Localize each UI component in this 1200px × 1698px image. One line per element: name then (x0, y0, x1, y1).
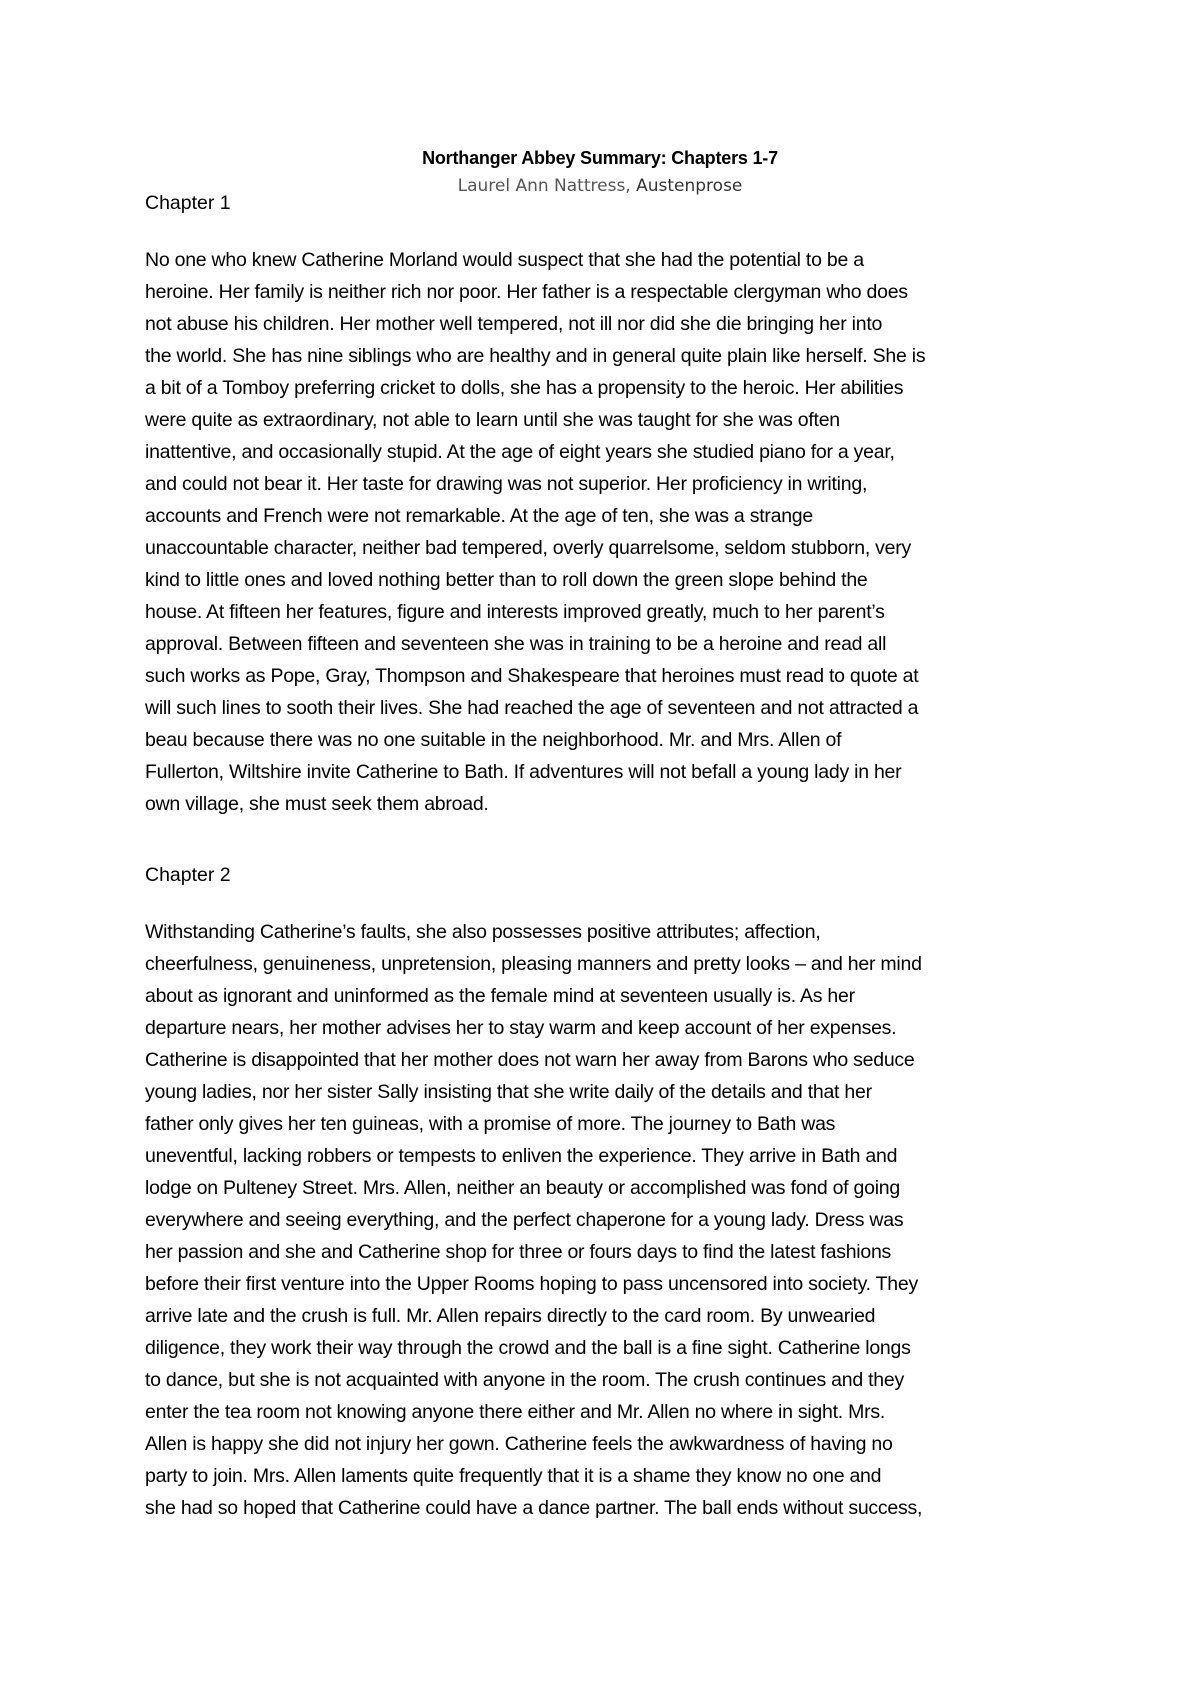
paragraph-line: her passion and she and Catherine shop for three or fours days to find the latest fashions (145, 1241, 892, 1263)
byline-source: Austenprose (636, 176, 743, 196)
paragraph-line: everywhere and seeing everything, and the perfect chaperone for a young lady. Dress was (145, 1209, 904, 1231)
paragraph-line: Fullerton, Wiltshire invite Catherine to Bath. If adventures will not befall a young lady in her (145, 761, 902, 783)
paragraph-line: about as ignorant and uninformed as the female mind at seventeen usually is. As her (145, 985, 855, 1007)
paragraph-line: arrive late and the crush is full. Mr. Allen repairs directly to the card room. By unwearied (145, 1305, 876, 1327)
paragraph-line: cheerfulness, genuineness, unpretension, pleasing manners and pretty looks – and her mind (145, 953, 922, 975)
chapter-1-heading: Chapter 1 (145, 192, 231, 214)
paragraph-line: enter the tea room not knowing anyone there either and Mr. Allen no where in sight. Mrs. (145, 1401, 886, 1423)
paragraph-line: she had so hoped that Catherine could have a dance partner. The ball ends without success, (145, 1497, 923, 1519)
byline-author: Laurel Ann Nattress, (457, 176, 631, 196)
paragraph-line: departure nears, her mother advises her to stay warm and keep account of her expenses. (145, 1017, 897, 1039)
paragraph-line: to dance, but she is not acquainted with anyone in the room. The crush continues and they (145, 1369, 904, 1391)
paragraph-line: father only gives her ten guineas, with a promise of more. The journey to Bath was (145, 1113, 836, 1135)
paragraph-line: lodge on Pulteney Street. Mrs. Allen, neither an beauty or accomplished was fond of going (145, 1177, 900, 1199)
paragraph-line: inattentive, and occasionally stupid. At the age of eight years she studied piano for a year, (145, 441, 895, 463)
paragraph-line: party to join. Mrs. Allen laments quite frequently that it is a shame they know no one and (145, 1465, 882, 1487)
paragraph-line: will such lines to sooth their lives. She had reached the age of seventeen and not attracted a (145, 697, 919, 719)
paragraph-line: such works as Pope, Gray, Thompson and Shakespeare that heroines must read to quote at (145, 665, 919, 687)
paragraph-line: young ladies, nor her sister Sally insisting that she write daily of the details and that her (145, 1081, 872, 1103)
paragraph-line: heroine. Her family is neither rich nor poor. Her father is a respectable clergyman who does (145, 281, 908, 303)
paragraph-line: Catherine is disappointed that her mother does not warn her away from Barons who seduce (145, 1049, 915, 1071)
paragraph-line: unaccountable character, neither bad tempered, overly quarrelsome, seldom stubborn, very (145, 537, 912, 559)
chapter-2-paragraph (145, 916, 1070, 1524)
chapter-1-paragraph (145, 244, 1070, 820)
paragraph-line: accounts and French were not remarkable. At the age of ten, she was a strange (145, 505, 813, 527)
paragraph-line: own village, she must seek them abroad. (145, 793, 489, 815)
paragraph-line: before their first venture into the Upper Rooms hoping to pass uncensored into society. They (145, 1273, 918, 1295)
paragraph-line: not abuse his children. Her mother well tempered, not ill nor did she die bringing her into (145, 313, 883, 335)
paragraph-line: uneventful, lacking robbers or tempests to enliven the experience. They arrive in Bath and (145, 1145, 898, 1167)
paragraph-line: beau because there was no one suitable in the neighborhood. Mr. and Mrs. Allen of (145, 729, 842, 751)
paragraph-line: approval. Between fifteen and seventeen she was in training to be a heroine and read all (145, 633, 887, 655)
paragraph-line: Withstanding Catherine’s faults, she also possesses positive attributes; affection, (145, 921, 821, 943)
paragraph-line: No one who knew Catherine Morland would suspect that she had the potential to be a (145, 249, 864, 271)
paragraph-line: diligence, they work their way through the crowd and the ball is a fine sight. Catherine longs (145, 1337, 911, 1359)
paragraph-line: a bit of a Tomboy preferring cricket to dolls, she has a propensity to the heroic. Her abilities (145, 377, 904, 399)
paragraph-line: kind to little ones and loved nothing better than to roll down the green slope behind the (145, 569, 868, 591)
chapter-2-heading: Chapter 2 (145, 864, 231, 886)
paragraph-line: Allen is happy she did not injury her gown. Catherine feels the awkwardness of having no (145, 1433, 893, 1455)
paragraph-line: and could not bear it. Her taste for drawing was not superior. Her proficiency in writing, (145, 473, 868, 495)
document-title: Northanger Abbey Summary: Chapters 1-7 (422, 148, 778, 168)
paragraph-line: house. At fifteen her features, figure and interests improved greatly, much to her parent’s (145, 601, 885, 623)
paragraph-line: were quite as extraordinary, not able to learn until she was taught for she was often (145, 409, 840, 431)
paragraph-line: the world. She has nine siblings who are healthy and in general quite plain like herself. She is (145, 345, 926, 367)
